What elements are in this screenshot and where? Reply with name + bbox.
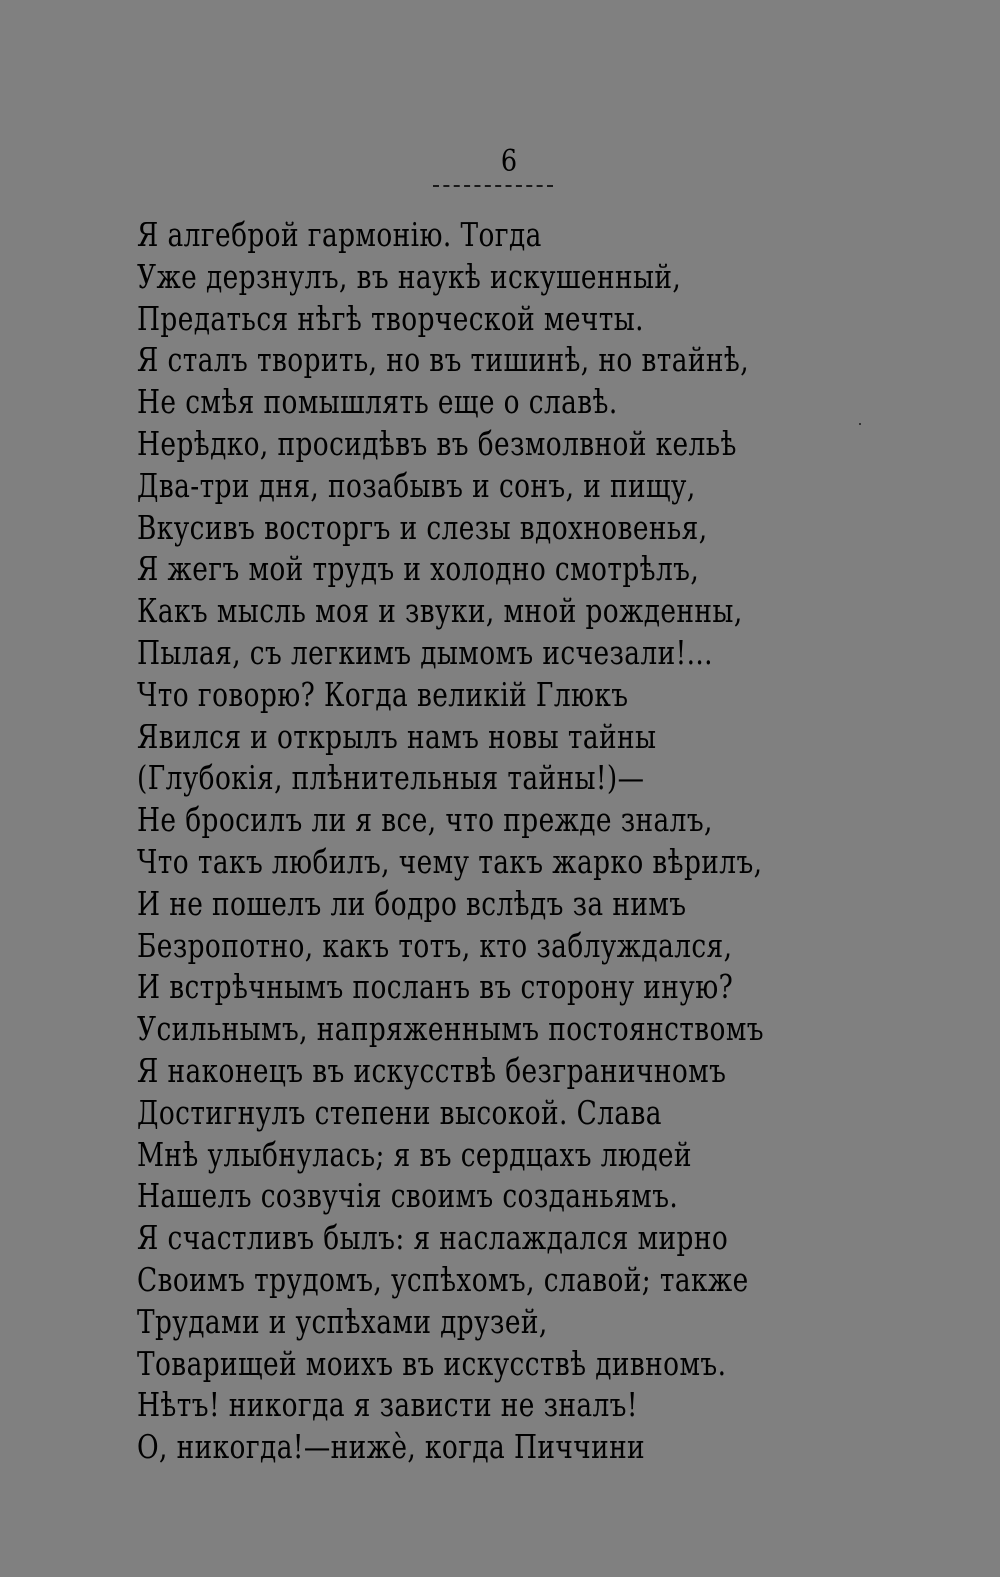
verse-line: Явился и открылъ намъ новы тайны	[137, 716, 657, 756]
verse-line: Какъ мысль моя и звуки, мной рожденны,	[137, 591, 743, 631]
verse-line: Товарищей моихъ въ искусствѣ дивномъ.	[137, 1343, 727, 1383]
verse-line: Нѣтъ! никогда я зависти не зналъ!	[137, 1385, 638, 1425]
verse-line: Вкусивъ восторгъ и слезы вдохновенья,	[137, 507, 708, 547]
verse-text	[137, 214, 897, 1468]
verse-line: Что такъ любилъ, чему такъ жарко вѣрилъ,	[137, 841, 763, 881]
page-number: 6	[500, 144, 518, 179]
verse-line: Нашелъ созвучія своимъ созданьямъ.	[137, 1176, 679, 1216]
verse-line: Мнѣ улыбнулась; я въ сердцахъ людей	[137, 1134, 692, 1174]
verse-line: И не пошелъ ли бодро вслѣдъ за нимъ	[137, 883, 687, 923]
verse-line: Два-три дня, позабывъ и сонъ, и пищу,	[137, 465, 696, 505]
verse-line: Я счастливъ былъ: я наслаждался мирно	[137, 1218, 729, 1258]
verse-line: Я сталъ творить, но въ тишинѣ, но втайнѣ,	[137, 340, 749, 380]
verse-line: Трудами и успѣхами друзей,	[137, 1301, 548, 1341]
verse-line: Усильнымъ, напряженнымъ постоянствомъ	[137, 1009, 764, 1049]
verse-line: Своимъ трудомъ, успѣхомъ, славой; также	[137, 1259, 749, 1299]
verse-line: Что говорю? Когда великій Глюкъ	[137, 674, 629, 714]
verse-line: Я наконецъ въ искусствѣ безграничномъ	[137, 1050, 727, 1090]
verse-line: Достигнулъ степени высокой. Слава	[137, 1092, 662, 1132]
verse-line: Не бросилъ ли я все, что прежде зналъ,	[137, 800, 713, 840]
verse-line: Пылая, съ легкимъ дымомъ исчезали!...	[137, 632, 713, 672]
verse-line: (Глубокія, плѣнительныя тайны!)—	[137, 758, 645, 798]
page-number-rule	[433, 185, 553, 187]
verse-line: Уже дерзнулъ, въ наукѣ искушенный,	[137, 256, 682, 296]
verse-line: И встрѣчнымъ посланъ въ сторону иную?	[137, 967, 734, 1007]
verse-line: Безропотно, какъ тотъ, кто заблуждался,	[137, 925, 733, 965]
verse-line: Я алгеброй гармонію. Тогда	[137, 215, 542, 254]
verse-line: О, никогда!—нижè, когда Пиччини	[137, 1427, 646, 1467]
verse-line: Не смѣя помышлять еще о славѣ.	[137, 382, 618, 422]
verse-line: Предаться нѣгѣ творческой мечты.	[137, 298, 644, 338]
verse-line: Я жегъ мой трудъ и холодно смотрѣлъ,	[137, 549, 700, 589]
verse-line: Нерѣдко, просидѣвъ въ безмолвной кельѣ	[137, 423, 737, 463]
